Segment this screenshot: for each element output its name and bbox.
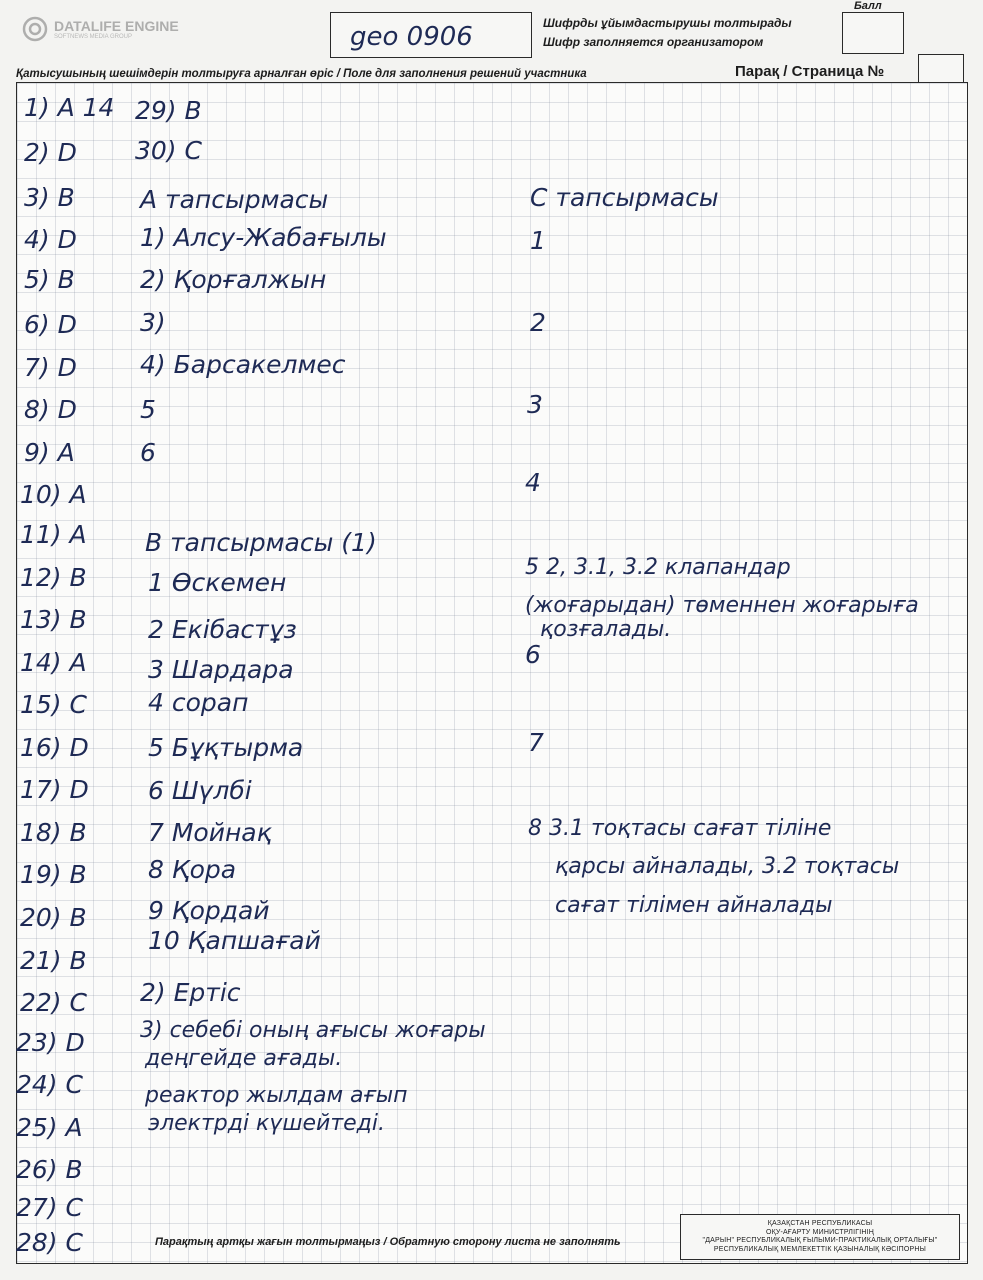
task-c-3: 3: [527, 390, 543, 419]
task-b-item-8: 8 Қора: [148, 855, 237, 884]
task-a-item-1: 1) Алсу-Жабағылы: [140, 223, 387, 252]
task-a-item-3: 3): [140, 308, 166, 337]
task-c-5-line-1: 5 2, 3.1, 3.2 клапандар: [525, 555, 791, 580]
answer-9: 9) A: [24, 438, 75, 467]
task-a-item-6: 6: [140, 438, 156, 467]
field-label: Қатысушының шешімдерін толтыруға арналған өріс / Поле для заполнения решений участника: [16, 68, 587, 80]
answer-6: 6) D: [24, 310, 77, 339]
stamp-line-1: ҚАЗАҚСТАН РЕСПУБЛИКАСЫ: [767, 1220, 873, 1227]
footer-note: Парақтың артқы жағын толтырмаңыз / Обратную сторону листа не заполнять: [155, 1236, 621, 1248]
stamp-line-3: "ДАРЫН" РЕСПУБЛИКАЛЫҚ ҒЫЛЫМИ-ПРАКТИКАЛЫҚ ОРТАЛЫҒЫ": [702, 1237, 938, 1244]
task-b-item-10: 10 Қапшағай: [148, 926, 321, 955]
page-label: Парақ / Страница №: [735, 63, 885, 80]
task-c-8-line-3: сағат тілімен айналады: [555, 893, 833, 918]
task-c-title: С тапсырмасы: [530, 183, 719, 212]
answer-5: 5) B: [24, 265, 75, 294]
datalife-logo-icon: [22, 16, 48, 42]
answer-30: 30) C: [135, 136, 202, 165]
answer-14: 14) A: [20, 648, 87, 677]
watermark: [22, 16, 179, 42]
answer-16: 16) D: [20, 733, 89, 762]
organization-stamp: [680, 1214, 960, 1260]
answer-1: 1) A 14: [24, 93, 115, 122]
task-b-q3-line-3: реактор жылдам ағып: [145, 1083, 408, 1108]
answer-4: 4) D: [24, 225, 77, 254]
task-c-6: 6: [525, 640, 541, 669]
answer-18: 18) B: [20, 818, 87, 847]
task-b-item-1: 1 Өскемен: [148, 568, 287, 597]
page-number-box: [918, 54, 964, 84]
task-c-8-line-2: қарсы айналады, 3.2 тоқтасы: [555, 854, 900, 879]
task-b-q3-line-4: электрді күшейтеді.: [148, 1111, 385, 1136]
task-b-item-4: 4 сорап: [148, 688, 249, 717]
answer-8: 8) D: [24, 395, 77, 424]
answer-28: 28) C: [16, 1228, 83, 1257]
task-a-title: А тапсырмасы: [140, 185, 329, 214]
answer-24: 24) C: [16, 1070, 83, 1099]
task-b-item-7: 7 Мойнақ: [148, 818, 272, 847]
task-b-q3-line-2: деңгейде ағады.: [145, 1046, 343, 1071]
answer-10: 10) A: [20, 480, 87, 509]
answer-19: 19) B: [20, 860, 87, 889]
task-b-q2: 2) Ертіс: [140, 978, 241, 1007]
task-b-item-5: 5 Бұқтырма: [148, 733, 304, 762]
answer-2: 2) D: [24, 138, 77, 167]
answer-20: 20) B: [20, 903, 87, 932]
answer-17: 17) D: [20, 775, 89, 804]
task-b-item-9: 9 Қордай: [148, 896, 270, 925]
answer-26: 26) B: [16, 1155, 83, 1184]
answer-13: 13) B: [20, 605, 87, 634]
watermark-brand: DATALIFE ENGINE: [54, 18, 179, 34]
watermark-sub: SOFTNEWS MEDIA GROUP: [54, 34, 133, 40]
score-box: [842, 12, 904, 54]
cipher-code: geo 0906: [350, 22, 473, 52]
answer-11: 11) A: [20, 520, 87, 549]
task-c-8-line-1: 8 3.1 тоқтасы сағат тіліне: [528, 816, 832, 841]
answer-27: 27) C: [16, 1193, 83, 1222]
task-a-item-2: 2) Қорғалжын: [140, 265, 327, 294]
task-a-item-4: 4) Барсакелмес: [140, 350, 346, 379]
score-label: Балл: [854, 0, 882, 12]
task-c-2: 2: [530, 308, 546, 337]
answer-3: 3) B: [24, 183, 75, 212]
task-c-5-line-2: (жоғарыдан) төменнен жоғарыға: [525, 593, 919, 618]
task-b-item-3: 3 Шардара: [148, 655, 294, 684]
answer-15: 15) C: [20, 690, 87, 719]
task-c-7: 7: [528, 728, 544, 757]
cipher-note-ru: Шифр заполняется организатором: [543, 35, 764, 49]
task-c-5-line-3: қозғалады.: [540, 617, 672, 642]
answer-12: 12) B: [20, 563, 87, 592]
task-b-title: B тапсырмасы (1): [145, 528, 377, 557]
answer-29: 29) B: [135, 96, 202, 125]
task-b-item-2: 2 Екібастұз: [148, 615, 297, 644]
cipher-note-kz: Шифрды ұйымдастырушы толтырады: [543, 16, 792, 30]
stamp-line-2: ОҚУ-АҒАРТУ МИНИСТРЛІГІНІҢ: [765, 1228, 875, 1236]
task-c-1: 1: [530, 226, 546, 255]
task-a-item-5: 5: [140, 395, 156, 424]
stamp-line-4: РЕСПУБЛИКАЛЫҚ МЕМЛЕКЕТТІК ҚАЗЫНАЛЫҚ КӘСІПОРНЫ: [713, 1245, 927, 1253]
answer-25: 25) A: [16, 1113, 83, 1142]
answer-21: 21) B: [20, 946, 87, 975]
answer-23: 23) D: [16, 1028, 85, 1057]
answer-22: 22) C: [20, 988, 87, 1017]
task-b-item-6: 6 Шүлбі: [148, 776, 252, 805]
task-c-4: 4: [525, 468, 541, 497]
task-b-q3-line-1: 3) себебі оның ағысы жоғары: [140, 1018, 486, 1043]
answer-7: 7) D: [24, 353, 77, 382]
